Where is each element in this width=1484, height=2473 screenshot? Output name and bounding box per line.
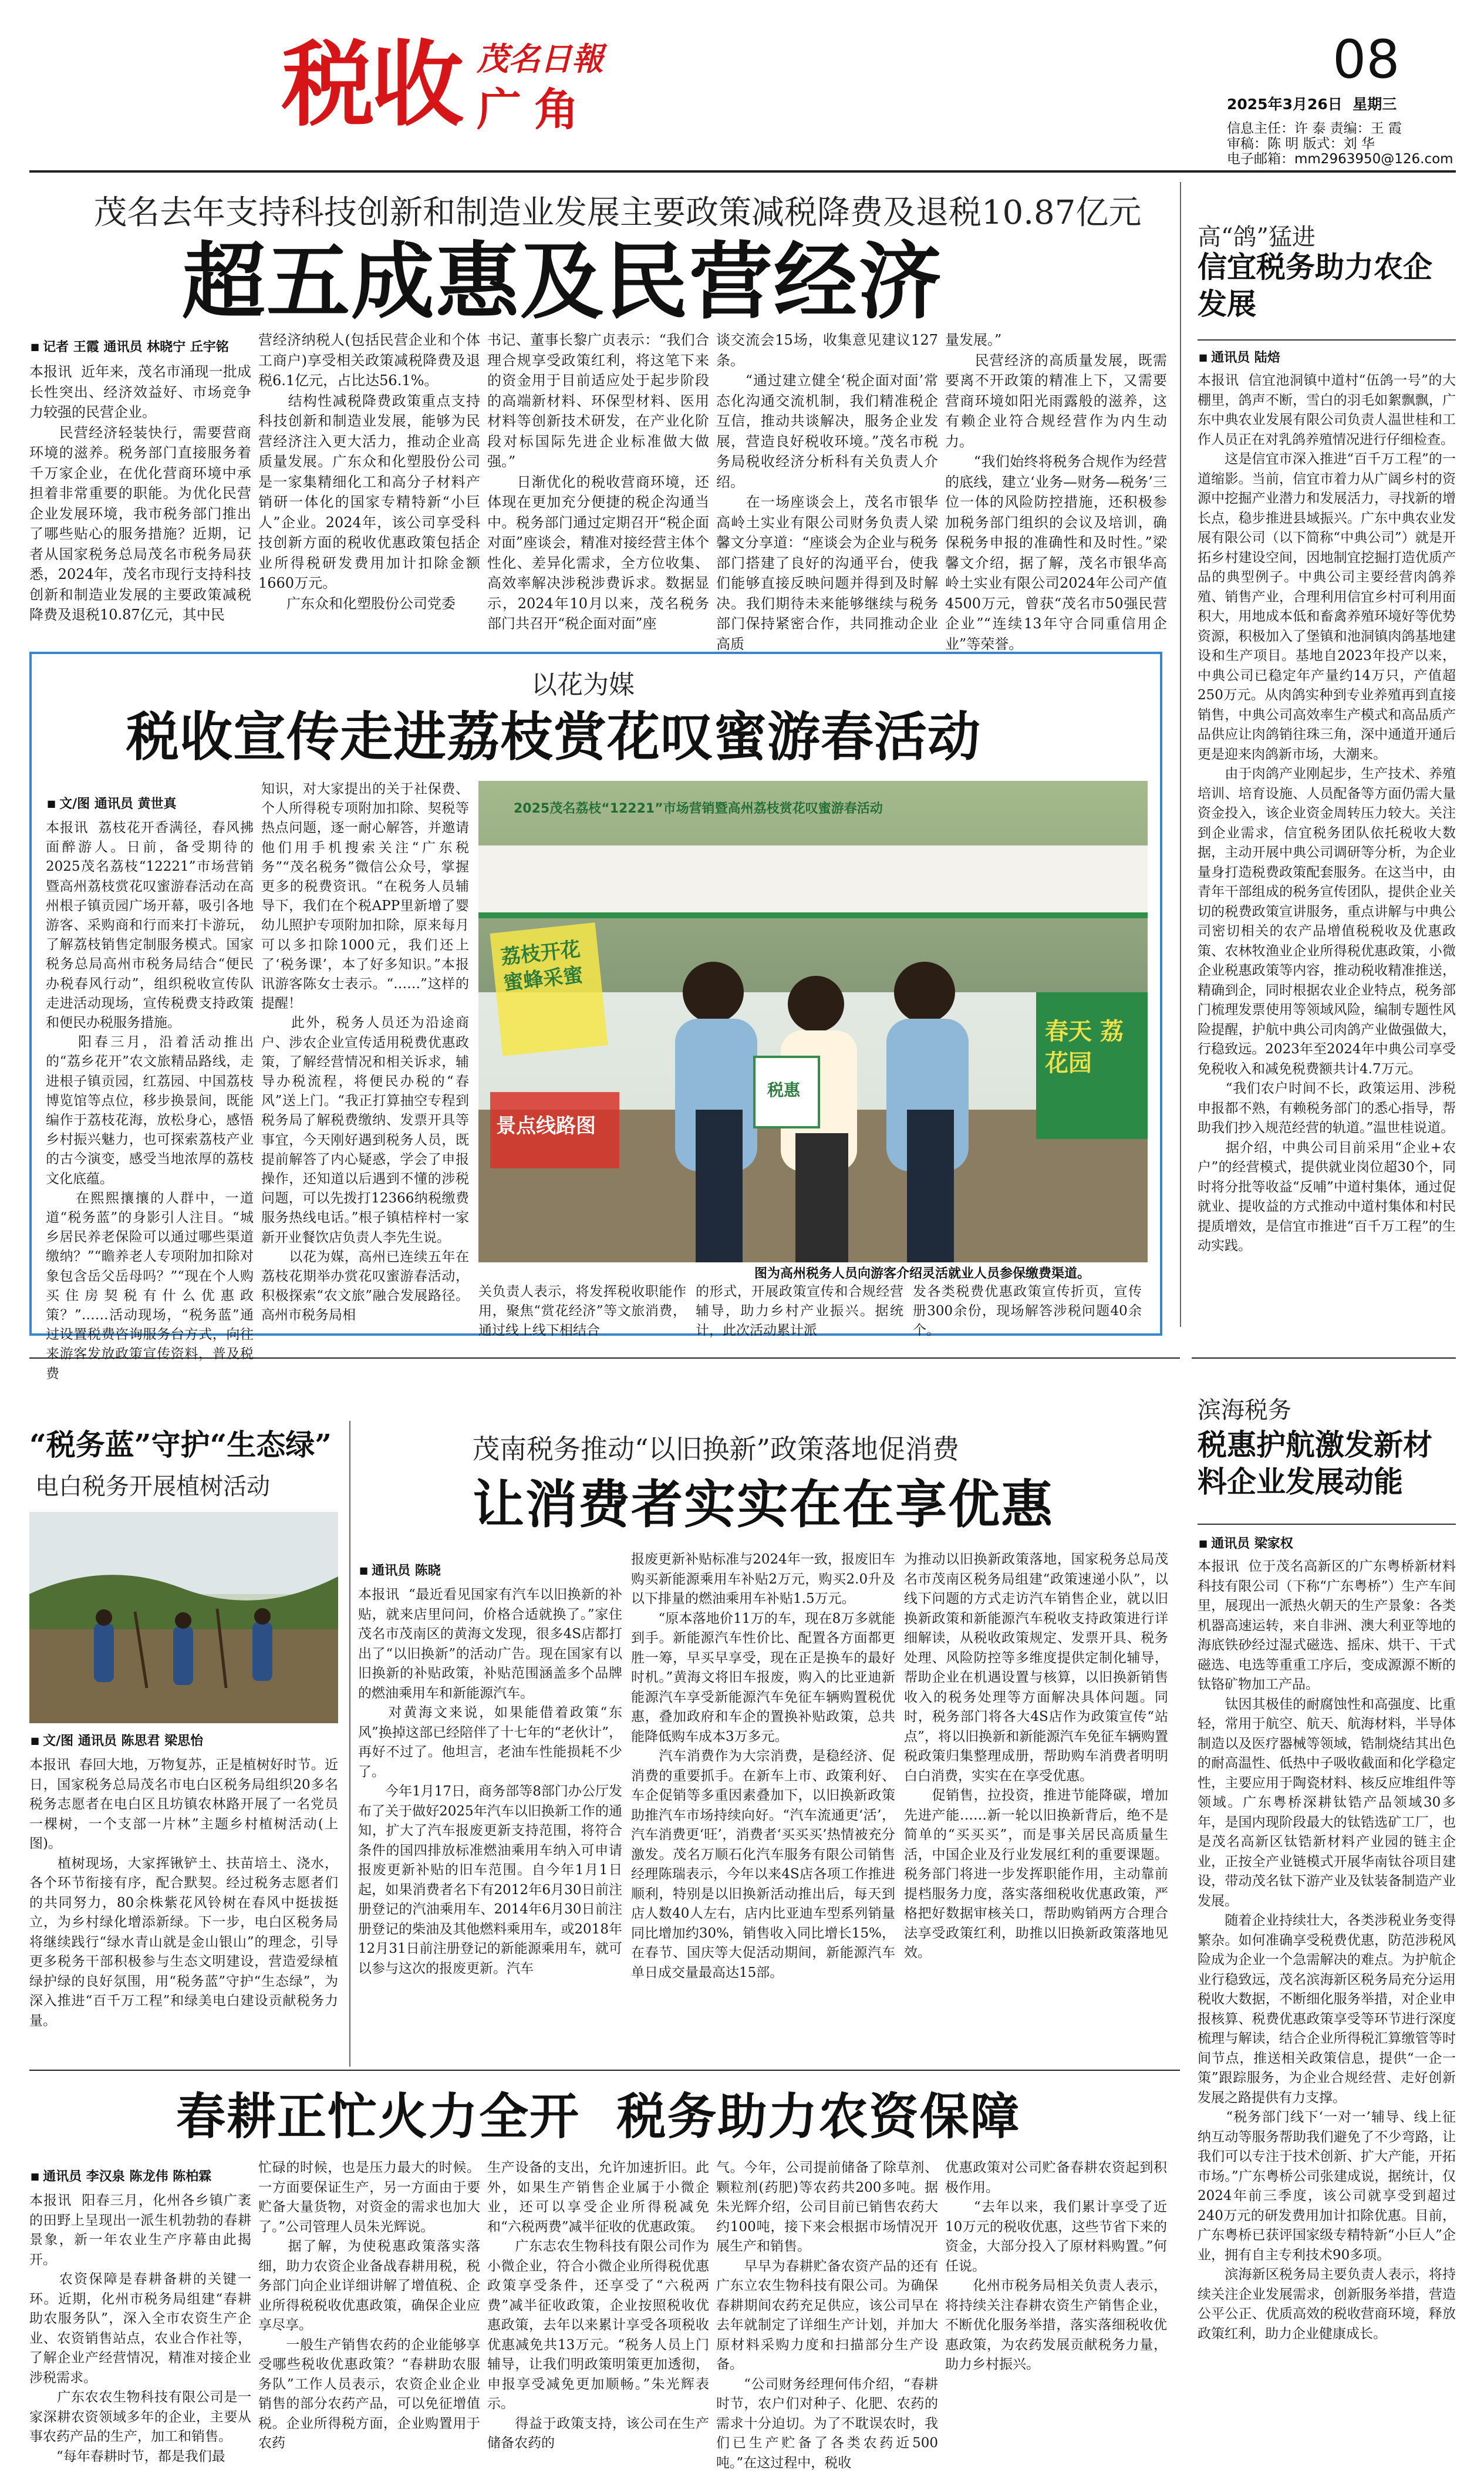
maonan-kicker: 茂南税务推动“以旧换新”政策落地促消费 (473, 1433, 960, 1465)
spring-col-2: 忙碌的时候，也是压力最大的时候。一方面要保证生产，另一方面由于要贮备大量货物，对资金的需求也加大了。”公司管理人员朱光辉说。 据了解，为使税惠政策落实落细，助力农资企业备战春耕用税，税务部门向企业详细讲解了增值税、企业所得税税收优惠政策，确保企业应享尽享。 一般生产销售农药的企业能够享受哪些税收优惠政策？“春耕助农服务队”工作人员表示，农资企业企业销售的部分农药产品，可以免征增值税。企业所得税方面，企业购置用于农药 (258, 2160, 480, 2451)
feature-photo (478, 781, 1148, 1262)
binhai-kicker: 滨海税务 (1198, 1397, 1291, 1424)
photo-sign-c: 景点线路图 (496, 1114, 596, 1138)
feature-col-2: 知识，对大家提出的关于社保费、个人所得税专项附加扣除、契税等热点问题，逐一耐心解答，并邀请他们用手机搜索关注“广东税务”“茂名税务”微信公众号，掌握更多的税费资讯。“在税务人员辅导下，我们在个税APP里新增了婴幼儿照护专项附加扣除，原来每月可以多扣除1000元，我们还上了‘税务课’，本了好多知识。”本报讯游客陈女士表示。“……”这样的提醒！ 此外，税务人员还为沿途商户、涉农企业宣传适用税费优惠政策，了解经营情况和相关诉求，辅导办税流程，将便民办税的“春风”送上门。“我正打算抽空专程到税务局了解税费缴纳、发票开具等事宜，今天刚好遇到税务人员，既提前解答了内心疑惑，学会了申报操作，还知道以后遇到不懂的涉税问题，可以先拨打12366纳税缴费服务热线电话。”根子镇桔梓村一家新开业餐饮店负责人李先生说。 以花为媒，高州已连续五年在荔枝花期举办赏花叹蜜游春活动，积极探索“农文旅”融合发展路径。高州市税务局相 (261, 781, 469, 1323)
lead-col-2: 营经济纳税人(包括民营企业和个体工商户)享受相关政策减税降费及退税6.1亿元，占比达56.1%。 结构性减税降费政策重点支持科技创新和制造业发展，能够为民营经济注入更大活力，推动企业高质量发展。广东众和化塑股份公司是一家集精细化工和高分子材料产销研一体化的国家专精特新“小巨人”企业。2024年，该公司享受科技创新方面的税收优惠政策包括企业所得税研发费用加计扣除金额1660万元。 广东众和化塑股份公司党委 (258, 332, 480, 612)
photo-banner-text: 2025茂名荔枝“12221”市场营销暨高州荔枝赏花叹蜜游春活动 (514, 801, 883, 816)
binhai-top-rule (1192, 1357, 1456, 1359)
maonan-col-2: 报废更新补贴标准与2024年一致，报废旧车购买新能源乘用车补贴2万元，购买2.0升及以下排量的燃油乘用车补贴1.5万元。 “原本落地价11万的车，现在8万多就能到手。新能源汽车性价比、配置各方面都更胜一筹，早买早享受，现在正是换车的最好时机。”黄海文将旧车报废，购入的比亚迪新能源汽车享受新能源汽车免征车辆购置税优惠，叠加政府和车企的置换补贴政策，总共能降低购车成本3万多元。 汽车消费作为大宗消费，是稳经济、促消费的重要抓手。在新车上市、政策利好、车企促销等多重因素叠加下，以旧换新政策助推汽车市场持续向好。“汽车流通更‘活’，汽车消费更‘旺’，消费者‘买买买’热情被充分激发。茂名万顺石化汽车服务有限公司销售经理陈瑞表示，今年以来4S店各项工作推进顺利，特别是以旧换新活动推出后，每天到店人数40人左右，店内比亚迪车型系列销量同比增加约30%，销售收入同比增长15%，在春节、国庆等大促活动期间，新能源汽车单日成交量最高达15部。 (631, 1552, 895, 1980)
dianbai-photo (29, 1512, 338, 1723)
dianbai-byline: ■ 文/图 通讯员 陈思君 梁思怡 (31, 1731, 203, 1749)
spring-title: 春耕正忙火力全开 税务助力农资保障 (176, 2087, 1021, 2145)
lead-kicker: 茂名去年支持科技创新和制造业发展主要政策减税降费及退税10.87亿元 (94, 194, 1142, 232)
editors-line-2: 审稿：陈 明 版式：刘 华 (1227, 136, 1375, 151)
binhai-title: 税惠护航激发新材料企业发展动能 (1198, 1427, 1432, 1499)
dianbai-rule (349, 1421, 350, 2067)
binhai-body: 本报讯 位于茂名高新区的广东粤桥新材料科技有限公司（下称“广东粤桥”）生产车间里，展现出一派热火朝天的生产景象：各类机器高速运转，来自非洲、澳大利亚等地的海底铁砂经过湿式磁选、摇床、烘干、干式磁选、电选等重重工序后，变成源源不断的钛铬矿物加工产品。 钛因其极佳的耐腐蚀性和高强度、比重轻，常用于航空、航天、航海材料，半导体制造以及医疗器械等领域，锆制烧结其出色的耐高温性、低热中子吸收截面和化学稳定性，主要应用于陶瓷材料、核反应堆组件等领域。广东粤桥深耕钛锆产品领域30多年，是国内现阶段最大的钛锆选矿工厂，也是茂名高新区钛锆新材料产业园的链主企业，正按全产业链模式开展华南钛谷项目建设，带动茂名钛下游产业及钛装备制造产业发展。 随着企业持续壮大，各类涉税业务变得繁杂。如何准确享受税费优惠，防范涉税风险成为企业一个急需解决的难点。为护航企业行稳致远，茂名滨海新区税务局充分运用税收大数据，不断细化服务举措，对企业申报核算、税费优惠政策享受等环节进行深度梳理与解读，结合企业所得税汇算缴管等时间节点，推送相关政策信息，提供“一企一策”跟踪服务，为企业合规经营、走好创新发展之路提供有力支撑。 “税务部门线下‘一对一’辅导、线上征纳互动等服务帮助我们避免了不少弯路，让我们可以专注于技术创新、扩大产能，开拓市场。”广东粤桥公司张建成说，据统计，仅2024年前三季度，该公司就享受到超过240万元的研发费用加计扣除优惠。目前，广东粤桥已获评国家级专精特新“小巨人”企业，拥有自主专利技术90多项。 滨海新区税务局主要负责人表示，将持续关注企业发展需求，创新服务举措，营造公平公正、优质高效的税收营商环境，释放政策红利，助力企业健康成长。 (1198, 1559, 1456, 2341)
spring-col-3: 生产设备的支出，允许加速折旧。此外，如果生产销售企业属于小微企业，还可以享受企业所得税减免和“六税两费”减半征收的优惠政策。 广东志农生物科技有限公司作为小微企业，符合小微企业所得税优惠政策享受条件，还享受了“六税两费”减半征收政策，企业按照税收优惠政策，去年以来累计享受各项税收优惠减免共13万元。“税务人员上门辅导，让我们明政策明策更加透彻，申报享受减免更加顺畅。”朱光辉表示。 得益于政策支持，该公司在生产储备农药的 (487, 2160, 709, 2451)
maonan-col-1: 本报讯 “最近看见国家有汽车以旧换新的补贴，就来店里问问，价格合适就换了。”家住茂名市茂南区的黄海文发现，很多4S店都打出了“以旧换新”的活动广告。现在国家有以旧换新的补贴政策，补贴范围涵盖多个品牌的燃油乘用车和新能源汽车。 对黄海文来说，如果能借着政策“东风”换掉这部已经陪伴了十七年的“老伙计”，再好不过了。他坦言，老油车性能损耗不少了。 今年1月17日，商务部等8部门办公厅发布了关于做好2025年汽车以旧换新工作的通知，扩大了汽车报废更新支持范围，将符合条件的国四排放标准燃油乘用车纳入可申请报废更新补贴的旧车范围。自今年1月1日起，如果消费者名下有2012年6月30日前注册登记的汽油乘用车、2014年6月30日前注册登记的柴油及其他燃料乘用车，或2018年12月31日前注册登记的新能源乘用车，就可以参与这次的报废更新。汽车 (358, 1587, 622, 1976)
lead-byline: ■ 记者 王霞 通讯员 林晓宁 丘宇铭 (31, 337, 229, 355)
lead-col-4: 谈交流会15场，收集意见建议127条。 “通过建立健全‘税企面对面’常态化沟通交流机制，我们精准税企互信，推动共谈解决，服务企业发展，营造良好税收环境。”茂名市税务局税收经济分析科有关负责人介绍。 在一场座谈会上，茂名市银华高岭土实业有限公司财务负责人梁馨文分享道：“座谈会为企业与税务部门搭建了良好的沟通平台，使我们能够直接反映问题并得到及时解决。我们期待未来能够继续与税务部门保持紧密合作，共同推动企业高质 (716, 332, 938, 652)
feature-col-1: 本报讯 荔枝花开香满径，春风拂面醉游人。日前，备受期待的2025茂名荔枝“12221”市场营销暨高州荔枝赏花叹蜜游春活动在高州根子镇贡园广场开幕，吸引各地游客、采购商和行而来打卡游玩，了解荔枝销售定制服务模式。国家税务总局高州市税务局结合“便民办税春风行动”，组织税收宣传队走进活动现场，宣传税费支持政策和便民办税服务措施。 阳春三月，沿着活动推出的“荔乡花开”农文旅精品路线，走进根子镇贡园，红荔园、中国荔枝博览馆等点位，移步换景间，既能编作于荔枝花海，放松身心，感悟乡村振兴魅力，也可探索荔枝产业的古今演变，感受当地浓厚的荔枝文化底蕴。 在熙熙攘攘的人群中，一道道“税务蓝”的身影引人注目。“城乡居民养老保险可以通过哪些渠道缴纳？”“瞻养老人专项附加扣除对象包含岳父岳母吗？”“现在个人购买住房契税有什么优惠政策？”……活动现场，“税务蓝”通过设置税费咨询服务台方式，向往来游客发放政策宣传资料，普及税费 (46, 820, 254, 1382)
lead-col-5: 量发展。” 民营经济的高质量发展，既需要离不开政策的精准上下，又需要营商环境如阳光雨露般的滋养，这有赖企业符合规经营作为内生动力。 “我们始终将税务合规作为经营的底线，建立‘业务—财务—税务’三位一体的风险防控措施，还积极参加税务部门组织的会议及培训，确保税务申报的准确性和及时性。”梁馨文介绍，据了解，茂名市银华高岭土实业有限公司2024年公司产值4500万元，曾获“茂名市50强民营企业”“连续13年守合同重信用企业”等荣誉。 (945, 332, 1167, 652)
right-column-rule (1180, 182, 1181, 1327)
binhai-rule (1198, 1524, 1456, 1525)
spring-byline: ■ 通讯员 李汉泉 陈龙伟 陈柏霖 (31, 2167, 211, 2185)
section-title: 税收 (282, 31, 460, 139)
binhai-byline: ■ 通讯员 梁家权 (1199, 1534, 1293, 1552)
xinyi-rule (1198, 339, 1456, 341)
editors-line-1: 信息主任：许 泰 责编：王 霞 (1227, 121, 1402, 136)
feature-photo-caption: 图为高州税务人员向游客介绍灵活就业人员参保缴费渠道。 (754, 1266, 1091, 1281)
spring-rule (29, 2070, 1180, 2071)
maonan-col-3: 为推动以旧换新政策落地，国家税务总局茂名市茂南区税务局组建“政策速递小队”，以线下问题的方式走访汽车销售企业，就以旧换新政策和新能源汽车税收支持政策进行详细解读，从税收政策规定、发票开具、税务处理、风险防控等多维度提供定制化辅导，帮助企业在机遇设置与核算，以旧换新销售收入的税务处理等方面解决具体问题。同时，税务部门将各大4S店作为政策宣传“站点”，将以旧换新和新能源汽车免征车辆购置税政策归集整理成册，帮助购车消费者明明白白消费，实实在在享受优惠。 促销售，拉投资，推进节能降碳，增加先进产能……新一轮以旧换新背后，绝不是简单的“买买买”，而是事关居民高质量生活，中国企业及行业发展红利的重要课题。税务部门将进一步发挥职能作用，主动靠前提档服务力度，落实落细税收优惠政策，严格把好数据审核关口，帮助购销两方合理合法享受政策红利，助推以旧换新政策落地见效。 (904, 1552, 1168, 1960)
maonan-title: 让消费者实实在在享优惠 (473, 1474, 1054, 1535)
paper-name-logo: 茂名日報 (477, 40, 603, 78)
maonan-byline: ■ 通讯员 陈晓 (359, 1561, 441, 1579)
xinyi-kicker: 高“鸽”猛进 (1198, 224, 1316, 251)
photo-brochure-text: 税惠 (767, 1080, 801, 1100)
mid-rule (29, 1357, 1180, 1359)
date: 2025年3月26日 星期三 (1227, 96, 1397, 113)
feature-byline: ■ 文/图 通讯员 黄世真 (47, 794, 176, 812)
spring-col-1: 本报讯 阳春三月，化州各乡镇广袤的田野上呈现出一派生机勃勃的春耕景象，新一年农业生产序幕由此揭开。 农资保障是春耕备耕的关键一环。近期，化州市税务局组建“春耕助农服务队”，深入全市农资生产企业、农资销售站点，农业合作社等，了解企业产经营情况，精准对接企业涉税需求。 广东农农生物科技有限公司是一家深耕农资领域多年的企业，主要从事农药产品的生产，加工和销售。 “每年春耕时节，都是我们最 (29, 2193, 251, 2464)
feature-col-3: 关负责人表示，将发挥税收职能作用，聚焦“赏花经济”等文旅消费，通过线上线下相结合 (478, 1284, 686, 1339)
lead-title: 超五成惠及民营经济 (182, 233, 943, 331)
dianbai-kicker: “税务蓝”守护“生态绿” (29, 1427, 332, 1462)
xinyi-body: 本报讯 信宜池洞镇中道村“伍鸽一号”的大棚里，鸽声不断，雪白的羽毛如絮飘飘，广东中典农业发展有限公司负责人温世桂和工作人员正在对乳鸽养殖情况进行仔细检查。 这是信宜市深入推进“百千万工程”的一道缩影。当前，信宜市着力从广阔乡村的资源中挖掘产业潜力和发展活力，寻找新的增长点，稳步推进县域振兴。广东中典农业发展有限公司（以下简称“中典公司”）就是开拓乡村建设空间，因地制宜挖掘打造优质产品的典型例子。中典公司主要经营肉鸽养殖、销售产业，合理利用信宜乡村可利用面积大，用地成本低和畜禽养殖环境好等优势资源，积极加入了堡镇和池洞镇肉鸽基地建设和生产项目。基地自2023年投产以来，中典公司已稳定年产量约14万只，产值超250万元。从肉鸽实种到专业养殖再到直接销售，中典公司高效率生产模式和高品质产品供应让肉鸽销往珠三角，深中通道开通后更是迎来肉鸽新市场，大潮来。 由于肉鸽产业刚起步，生产技术、养殖培训、培育设施、人员配备等方面仍需大量资金投入，该企业资金周转压力较大。关注到企业需求，信宜税务团队依托税收大数据，主动开展中典公司调研等分析，为企业量身打造税费政策配套服务。在这当中，由青年干部组成的税务宣传团队，提供企业关切的税费政策宣讲服务，重点讲解与中典公司密切相关的农产品增值税税收及优惠政策、农林牧渔业企业所得税优惠政策，小微企业税惠政策等内容，推动税收精准推送，精确到企，同时根据农业企业特点，税务部门梳理发票使用等领域风险，编制专题性风险提醒，护航中典公司肉鸽产业做强做大，行稳致远。2023年至2024年中典公司享受免税收入和减免税费额共计4.7万元。 “我们农户时间不长，政策运用、涉税申报都不熟，有赖税务部门的悉心指导，帮助我们抄入规范经营的轨道。”温世桂说道。 据介绍，中典公司目前采用“企业+农户”的经营模式，提供就业岗位超30个，同时将分批等收益“反哺”中道村集体，通过促就业、提收益的方式推动中道村集体和村民提质增效，是信宜市推进“百千万工程”的生动实践。 (1198, 373, 1456, 1254)
spring-col-5: 优惠政策对公司贮备春耕农资起到积极作用。 “去年以来，我们累计享受了近10万元的税收优惠，这些节省下来的资金，大部分投入了原材料购置。”何任说。 化州市税务局相关负责人表示，将持续关注春耕农资生产销售企业，不断优化服务举措，落实落细税收优惠政策，为农药发展贡献税务力量，助力乡村振兴。 (945, 2160, 1167, 2372)
feature-kicker: 以花为媒 (531, 670, 635, 700)
spring-col-4: 气。今年，公司提前储备了除草剂、颗粒剂(药肥)等农药共200多吨。据朱光辉介绍，公司目前已销售农药大约100吨，接下来会根据市场情况开展生产和销售。 早早为春耕贮备农资产品的还有广东立农生物科技有限公司。为确保春耕期间农药充足供应，该公司早在去年就制定了详细生产计划，并加大原材料采购力度和扫描部分生产设备。 “公司财务经理何伟介绍，“春耕时节，农户们对种子、化肥、农药的需求十分迫切。为了不耽误农时，我们已生产贮备了各类农药近500吨。”在这过程中，税收 (716, 2160, 938, 2471)
lead-col-1: 本报讯 近年来，茂名市涌现一批成长性突出、经济效益好、市场竞争力较强的民营企业。 民营经济轻装快行，需要营商环境的滋养。税务部门直接服务着千万家企业，在优化营商环境中承担着非常重要的职能。为优化民营企业发展环境，我市税务部门推出了哪些贴心的服务措施？近期，记者从国家税务总局茂名市税务局获悉，2024年，茂名市现行支持科技创新和制造业发展的主要政策减税降费及退税10.87亿元，其中民 (29, 363, 251, 623)
lead-col-3: 书记、董事长黎广贞表示：“我们合理合规享受政策红利，将这笔下来的资金用于目前适应处于起步阶段的高端新材料、环保型材料、医用材料等创新技术研发，在产业化阶段对标国际先进企业标准做大做强。” 日渐优化的税收营商环境，还体现在更加充分便捷的税企沟通当中。税务部门通过定期召开“税企面对面”座谈会，精准对接经营主体个性化、差异化需求，全方位收集、高效率解决涉税涉费诉求。数据显示，2024年10月以来，茂名税务部门共召开“税企面对面”座 (487, 332, 709, 632)
photo-sign-a: 荔枝开花 蜜蜂采蜜 (500, 937, 585, 995)
dianbai-subtitle: 电白税务开展植树活动 (35, 1473, 270, 1500)
photo-sign-b: 春天 荔花园 (1045, 1018, 1124, 1077)
feature-col-4: 的形式，开展政策宣传和合规经营辅导，助力乡村产业振兴。据统计，此次活动累计派 (696, 1284, 903, 1339)
feature-title: 税收宣传走进荔枝赏花叹蜜游春活动 (126, 706, 981, 768)
masthead-rule (29, 170, 1456, 173)
xinyi-title: 信宜税务助力农企发展 (1198, 250, 1432, 321)
dianbai-body: 本报讯 春回大地，万物复苏，正是植树好时节。近日，国家税务总局茂名市电白区税务局组织20多名税务志愿者在电白区且坊镇农林路开展了一名党员一棵树，一个支部一片林”主题乡村植树活动(上图)。 植树现场，大家挥锹铲土、扶苗培土、浇水，各个环节衔接有序，配合默契。经过税务志愿者们的共同努力，80余株紫花风铃树在春风中挺拔挺立，为乡村绿化增添新绿。下一步，电白区税务局将继续践行“绿水青山就是金山银山”的理念，引导更多税务干部积极参与生态文明建设，营造爱绿植绿护绿的良好氛围，用“税务蓝”守护“生态绿”，为深入推进“百千万工程”和绿美电白建设贡献税务力量。 (29, 1757, 338, 2029)
email: 电子邮箱：mm2963950@126.com (1227, 151, 1453, 167)
feature-col-5: 发各类税费优惠政策宣传折页，宣传册300余份，现场解答涉税问题40余个。 (913, 1284, 1142, 1339)
xinyi-byline: ■ 通讯员 陆焙 (1199, 348, 1280, 366)
page-number: 08 (1333, 29, 1400, 90)
section-sub: 广角 (477, 83, 592, 136)
